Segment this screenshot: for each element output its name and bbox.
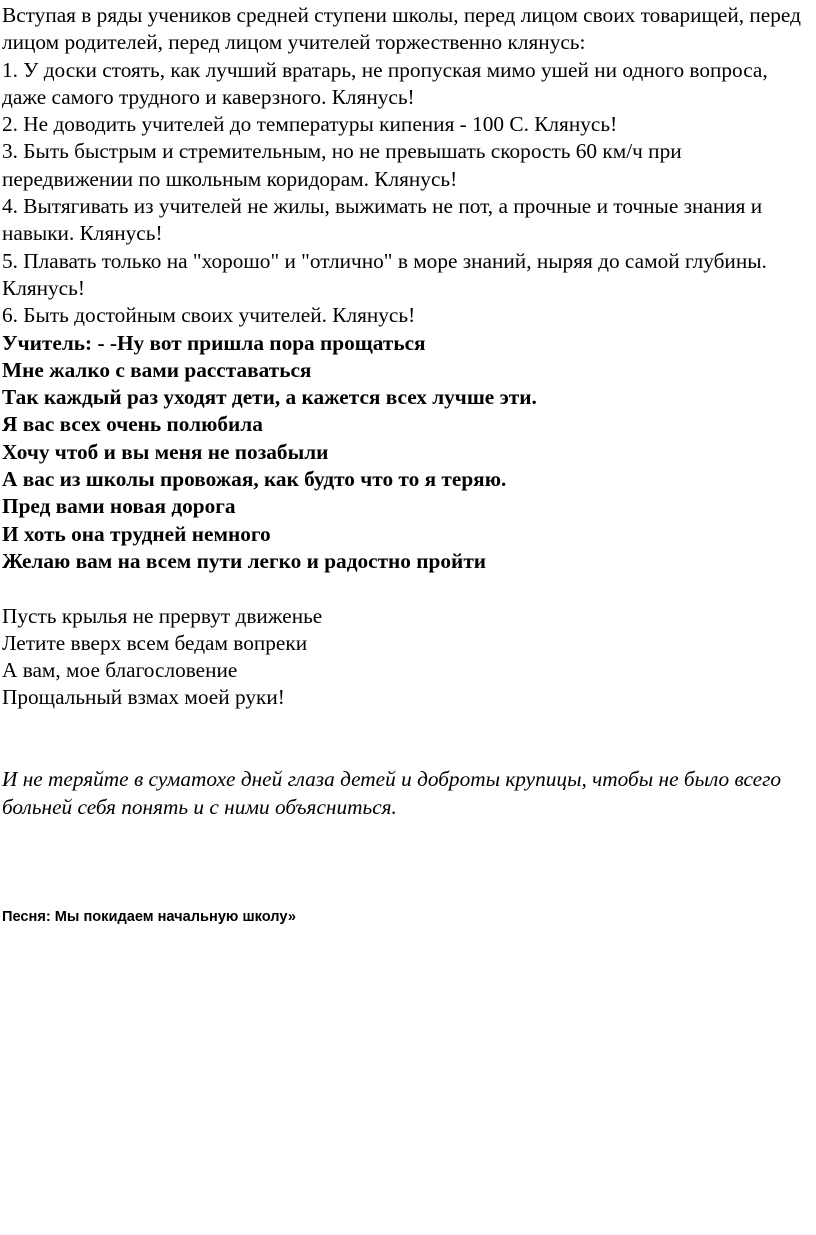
verse-line: А вас из школы провожая, как будто что то я теряю. (2, 467, 507, 492)
document-body (2, 2, 808, 927)
verse-line: Летите вверх всем бедам вопреки (2, 630, 308, 655)
verse-line: Хочу чтоб и вы меня не позабыли (2, 439, 329, 464)
intro-paragraph: Вступая в ряды учеников средней ступени школы, перед лицом своих товарищей, перед лицом родителей, перед лицом учителей торжественно клянусь: (2, 3, 801, 55)
oath-item-2: 2. Не доводить учителей до температуры кипения - 100 С. Клянусь! (2, 112, 618, 137)
oath-item-4: 4. Вытягивать из учителей не жилы, выжимать не пот, а прочные и точные знания и навыки. Клянусь! (2, 194, 763, 246)
verse-line: Так каждый раз уходят дети, а кажется всех лучше эти. (2, 385, 537, 410)
oath-item-3: 3. Быть быстрым и стремительным, но не превышать скорость 60 км/ч при передвижении по школьным коридорам. Клянусь! (2, 139, 682, 191)
teacher-verse (2, 330, 808, 576)
verse-line: Мне жалко с вами расставаться (2, 357, 312, 382)
blessing-verse (2, 603, 808, 712)
blank-line (2, 575, 808, 602)
verse-line: Пред вами новая дорога (2, 494, 236, 519)
oath-item-6: 6. Быть достойным своих учителей. Клянусь! (2, 303, 416, 328)
verse-line: Пусть крылья не прервут движенье (2, 603, 323, 628)
oath-item-5: 5. Плавать только на "хорошо" и "отлично" в море знаний, ныряя до самой глубины. Клянусь! (2, 248, 767, 300)
oath-item-1: 1. У доски стоять, как лучший вратарь, не пропуская мимо ушей ни одного вопроса, даже самого трудного и каверзного. Клянусь! (2, 57, 768, 109)
italic-quote: И не теряйте в суматохе дней глаза детей и доброты крупицы, чтобы не было всего больней себя понять и с ними объясниться. (2, 767, 782, 819)
verse-line: Желаю вам на всем пути легко и радостно пройти (2, 548, 487, 573)
oath-list (2, 57, 808, 330)
blank-lines (2, 821, 808, 907)
blank-lines (2, 712, 808, 767)
verse-line: И хоть она трудней немного (2, 521, 271, 546)
verse-line: А вам, мое благословение (2, 658, 238, 683)
verse-line: Я вас всех очень полюбила (2, 412, 263, 437)
verse-line: Учитель: - -Ну вот пришла пора прощаться (2, 330, 426, 355)
verse-line: Прощальный взмах моей руки! (2, 685, 285, 710)
song-title: Песня: Мы покидаем начальную школу» (2, 908, 296, 925)
